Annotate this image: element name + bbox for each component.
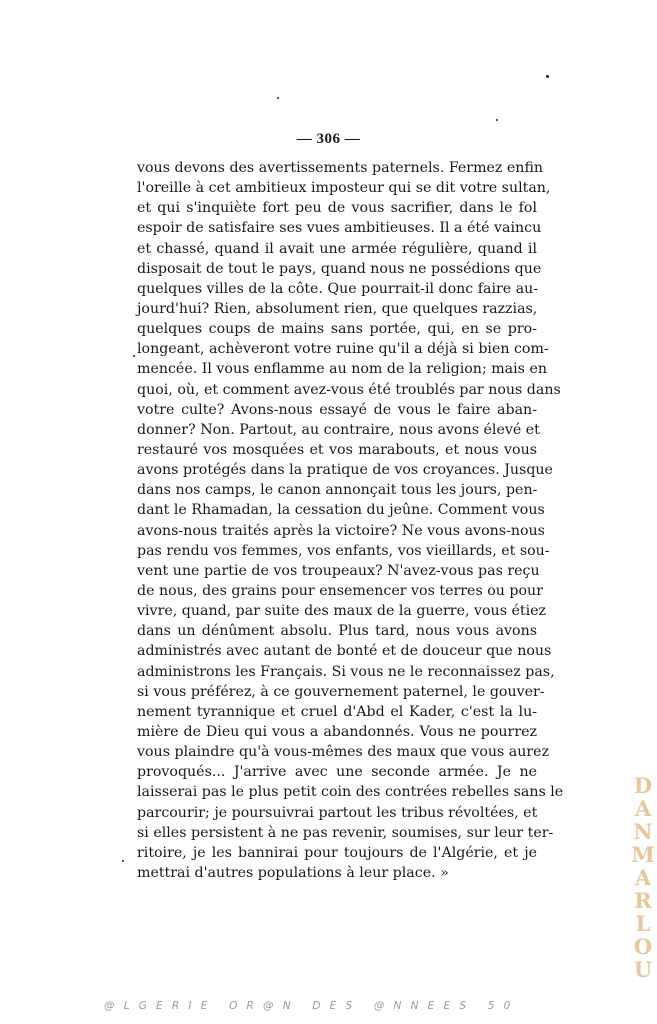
ink-speck — [546, 75, 549, 78]
watermark-letter: R — [634, 888, 652, 913]
text-line: de nous, des grains pour ensemencer vos terres ou pour — [137, 582, 543, 599]
watermark-letter: U — [633, 957, 653, 982]
watermark-letter: L — [635, 911, 651, 936]
text-line: quelques coups de mains sans portée, qui, en se pro- — [137, 321, 537, 338]
text-line: quoi, où, et comment avez-vous été troublés par nous dans — [137, 381, 561, 398]
text-line: ritoire, je les bannirai pour toujours de l'Algérie, et je — [137, 844, 537, 861]
text-line: et qui s'inquiète fort peu de vous sacrifier, dans le fol — [137, 200, 537, 217]
text-line: si elles persistent à ne pas revenir, soumises, sur leur ter- — [137, 824, 554, 841]
footer-watermark: @LGERIE OR@N DES @NNEES 50 — [104, 1000, 520, 1012]
text-line: parcourir; je poursuivrai partout les tribus révoltées, et — [137, 804, 538, 821]
text-line: votre culte? Avons-nous essayé de vous le faire aban- — [137, 401, 537, 418]
text-line: avons protégés dans la pratique de vos croyances. Jusque — [137, 462, 553, 479]
text-line: donner? Non. Partout, au contraire, nous avons élevé et — [137, 421, 540, 438]
ink-speck — [122, 860, 124, 862]
text-line: restauré vos mosquées et vos marabouts, et nous vous — [137, 441, 537, 458]
text-line: espoir de satisfaire ses vues ambitieuses. Il a été vaincu — [137, 220, 542, 237]
text-line: et chassé, quand il avait une armée régulière, quand il — [137, 240, 537, 257]
text-line: pas rendu vos femmes, vos enfants, vos vieillards, et sou- — [137, 542, 550, 559]
text-line: laisserai pas le plus petit coin des contrées rebelles sans le — [137, 784, 564, 801]
text-line: mencée. Il vous enflamme au nom de la religion; mais en — [137, 361, 548, 378]
watermark-letter: O — [633, 934, 653, 959]
text-line: mettrai d'autres populations à leur place. » — [137, 864, 449, 881]
text-line: disposait de tout le pays, quand nous ne possédions que — [137, 260, 542, 277]
text-line: provoqués... J'arrive avec une seconde armée. Je ne — [137, 764, 537, 781]
text-line: avons-nous traités après la victoire? Ne vous avons-nous — [137, 522, 545, 539]
text-line: jourd'hui? Rien, absolument rien, que quelques razzias, — [137, 300, 538, 317]
text-line: dans nos camps, le canon annonçait tous les jours, pen- — [137, 482, 538, 499]
watermark-letter: D — [633, 773, 653, 798]
page-number: — 306 — — [296, 131, 361, 147]
text-line: nement tyrannique et cruel d'Abd el Kader, c'est la lu- — [137, 703, 537, 720]
watermark-letter: M — [631, 842, 655, 867]
ink-speck — [277, 97, 279, 99]
text-line: dans un dénûment absolu. Plus tard, nous vous avons — [137, 623, 537, 640]
text-line: administrons les Français. Si vous ne le reconnaissez pas, — [137, 663, 555, 680]
text-line: vous plaindre qu'à vous-mêmes des maux que vous aurez — [137, 744, 550, 761]
text-line: administrés avec autant de bonté et de douceur que nous — [137, 643, 552, 660]
text-line: dant le Rhamadan, la cessation du jeûne. Comment vous — [137, 502, 545, 519]
ink-speck — [496, 119, 498, 121]
text-line: vivre, quand, par suite des maux de la guerre, vous étiez — [137, 603, 546, 620]
text-line: mière de Dieu qui vous a abandonnés. Vous ne pourrez — [137, 723, 537, 740]
watermark-letter: A — [634, 865, 652, 890]
text-line: vous devons des avertissements paternels. Fermez enfin — [137, 160, 544, 176]
text-line: l'oreille à cet ambitieux imposteur qui se dit votre sultan, — [137, 180, 551, 197]
watermark-danmarlou — [631, 774, 655, 981]
watermark-letter: N — [633, 819, 653, 844]
text-line: longeant, achèveront votre ruine qu'il a déjà si bien com- — [137, 341, 549, 358]
text-line: vent une partie de vos troupeaux? N'avez-vous pas reçu — [137, 562, 540, 579]
text-line: quelques villes de la côte. Que pourrait-il donc faire au- — [137, 280, 539, 297]
ink-speck — [133, 355, 135, 357]
body-text — [137, 158, 564, 883]
watermark-letter: A — [634, 796, 652, 821]
text-line: si vous préférez, à ce gouvernement paternel, le gouver- — [137, 683, 545, 700]
